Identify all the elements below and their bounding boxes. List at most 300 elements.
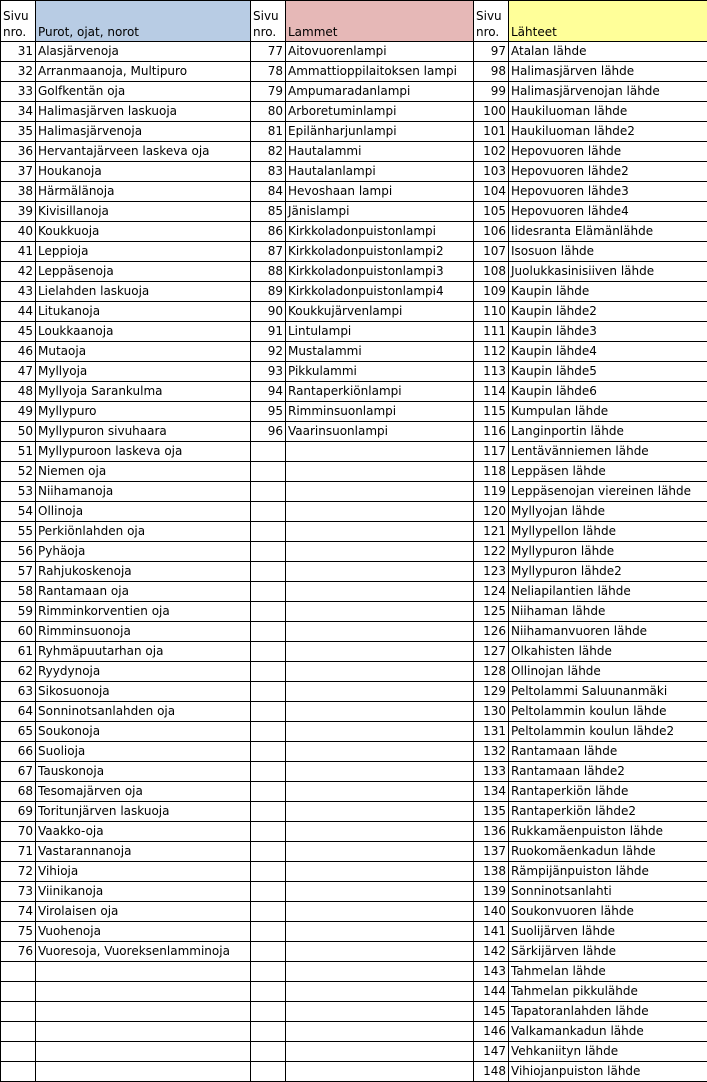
springs-name-cell[interactable]: Hepovuoren lähde [509,142,707,162]
streams-page-number-cell[interactable]: 65 [1,722,36,742]
ponds-name-cell[interactable] [286,542,474,562]
streams-name-cell[interactable]: Perkiönlahden oja [36,522,251,542]
streams-page-number-cell[interactable]: 37 [1,162,36,182]
streams-page-number-cell[interactable] [1,1002,36,1022]
ponds-page-number-cell[interactable]: 95 [251,402,286,422]
streams-page-number-cell[interactable]: 59 [1,602,36,622]
springs-name-cell[interactable]: Niihamanvuoren lähde [509,622,707,642]
streams-name-cell[interactable]: Vuohenoja [36,922,251,942]
ponds-page-number-cell[interactable] [251,822,286,842]
streams-name-cell[interactable] [36,1062,251,1082]
streams-page-number-cell[interactable]: 42 [1,262,36,282]
ponds-page-number-cell[interactable]: 79 [251,82,286,102]
springs-page-number-cell[interactable]: 141 [474,922,509,942]
springs-page-number-cell[interactable]: 104 [474,182,509,202]
ponds-name-cell[interactable] [286,882,474,902]
springs-name-cell[interactable]: Rantamaan lähde2 [509,762,707,782]
streams-name-cell[interactable]: Myllypuro [36,402,251,422]
springs-page-number-cell[interactable]: 112 [474,342,509,362]
streams-name-cell[interactable]: Koukkuoja [36,222,251,242]
streams-name-cell[interactable]: Litukanoja [36,302,251,322]
ponds-page-number-cell[interactable] [251,582,286,602]
springs-name-cell[interactable]: Peltolammin koulun lähde [509,702,707,722]
streams-name-cell[interactable]: Myllyoja [36,362,251,382]
springs-name-cell[interactable]: Leppäsenojan viereinen lähde [509,482,707,502]
springs-page-number-cell[interactable]: 146 [474,1022,509,1042]
ponds-name-cell[interactable]: Lintulampi [286,322,474,342]
streams-page-number-cell[interactable]: 56 [1,542,36,562]
streams-name-cell[interactable] [36,1022,251,1042]
streams-name-cell[interactable] [36,982,251,1002]
ponds-name-cell[interactable] [286,522,474,542]
springs-name-cell[interactable]: Neliapilantien lähde [509,582,707,602]
ponds-page-number-cell[interactable]: 82 [251,142,286,162]
streams-name-cell[interactable] [36,1002,251,1022]
springs-page-number-cell[interactable]: 148 [474,1062,509,1082]
springs-name-cell[interactable]: Halimasjärven lähde [509,62,707,82]
springs-page-number-cell[interactable]: 123 [474,562,509,582]
springs-name-cell[interactable]: Suolijärven lähde [509,922,707,942]
springs-page-number-cell[interactable]: 147 [474,1042,509,1062]
springs-name-cell[interactable]: Atalan lähde [509,42,707,62]
springs-page-number-cell[interactable]: 121 [474,522,509,542]
streams-column-header[interactable]: Purot, ojat, norot [36,1,251,42]
ponds-page-number-cell[interactable] [251,662,286,682]
streams-name-cell[interactable]: Ryydynoja [36,662,251,682]
ponds-page-number-cell[interactable] [251,922,286,942]
ponds-page-number-cell[interactable] [251,902,286,922]
ponds-page-number-cell[interactable]: 89 [251,282,286,302]
ponds-name-cell[interactable] [286,902,474,922]
streams-page-number-cell[interactable]: 63 [1,682,36,702]
ponds-name-cell[interactable]: Kirkkoladonpuistonlampi [286,222,474,242]
ponds-page-number-cell[interactable] [251,542,286,562]
ponds-column-header[interactable]: Lammet [286,1,474,42]
ponds-page-number-cell[interactable] [251,1022,286,1042]
streams-page-number-cell[interactable]: 40 [1,222,36,242]
ponds-name-cell[interactable]: Kirkkoladonpuistonlampi4 [286,282,474,302]
ponds-page-number-cell[interactable] [251,462,286,482]
ponds-page-number-cell[interactable]: 92 [251,342,286,362]
springs-page-number-cell[interactable]: 97 [474,42,509,62]
streams-page-number-cell[interactable] [1,1022,36,1042]
ponds-page-number-cell[interactable]: 84 [251,182,286,202]
streams-name-cell[interactable]: Vastarannanoja [36,842,251,862]
streams-name-cell[interactable]: Halimasjärvenoja [36,122,251,142]
streams-page-number-cell[interactable]: 36 [1,142,36,162]
ponds-page-number-cell[interactable]: 77 [251,42,286,62]
streams-name-cell[interactable]: Viinikanoja [36,882,251,902]
springs-page-number-cell[interactable]: 110 [474,302,509,322]
ponds-page-number-cell[interactable] [251,642,286,662]
ponds-page-number-cell[interactable] [251,602,286,622]
springs-page-number-cell[interactable]: 114 [474,382,509,402]
ponds-name-cell[interactable] [286,922,474,942]
springs-page-number-cell[interactable]: 118 [474,462,509,482]
ponds-page-number-cell[interactable]: 80 [251,102,286,122]
springs-name-cell[interactable]: Peltolammin koulun lähde2 [509,722,707,742]
springs-name-cell[interactable]: Vihiojanpuiston lähde [509,1062,707,1082]
ponds-name-cell[interactable]: Ammattioppilaitoksen lampi [286,62,474,82]
springs-name-cell[interactable]: Soukonvuoren lähde [509,902,707,922]
ponds-name-cell[interactable]: Pikkulammi [286,362,474,382]
springs-name-cell[interactable]: Ollinojan lähde [509,662,707,682]
ponds-page-number-cell[interactable] [251,802,286,822]
ponds-name-cell[interactable] [286,942,474,962]
ponds-page-number-cell[interactable]: 85 [251,202,286,222]
ponds-page-number-cell[interactable] [251,742,286,762]
ponds-name-cell[interactable] [286,1002,474,1022]
springs-name-cell[interactable]: Myllypellon lähde [509,522,707,542]
streams-page-number-cell[interactable]: 39 [1,202,36,222]
ponds-name-cell[interactable]: Rantaperkiönlampi [286,382,474,402]
springs-name-cell[interactable]: Särkijärven lähde [509,942,707,962]
ponds-page-number-cell[interactable]: 83 [251,162,286,182]
ponds-page-number-cell[interactable] [251,1042,286,1062]
ponds-page-number-cell[interactable] [251,562,286,582]
streams-name-cell[interactable]: Leppäsenoja [36,262,251,282]
springs-name-cell[interactable]: Kaupin lähde5 [509,362,707,382]
ponds-name-cell[interactable]: Ampumaradanlampi [286,82,474,102]
ponds-page-number-cell[interactable]: 94 [251,382,286,402]
springs-page-number-cell[interactable]: 136 [474,822,509,842]
ponds-name-cell[interactable] [286,782,474,802]
ponds-name-cell[interactable] [286,842,474,862]
streams-page-number-cell[interactable] [1,962,36,982]
streams-page-number-cell[interactable]: 51 [1,442,36,462]
springs-name-cell[interactable]: Kaupin lähde2 [509,302,707,322]
streams-name-cell[interactable]: Rimminsuonoja [36,622,251,642]
ponds-page-number-cell[interactable]: 90 [251,302,286,322]
page-number-header[interactable]: Sivu nro. [474,1,509,42]
springs-page-number-cell[interactable]: 131 [474,722,509,742]
springs-page-number-cell[interactable]: 113 [474,362,509,382]
springs-page-number-cell[interactable]: 132 [474,742,509,762]
ponds-name-cell[interactable] [286,642,474,662]
springs-page-number-cell[interactable]: 120 [474,502,509,522]
springs-page-number-cell[interactable]: 134 [474,782,509,802]
ponds-name-cell[interactable] [286,1022,474,1042]
ponds-page-number-cell[interactable] [251,502,286,522]
ponds-name-cell[interactable]: Hautalanlampi [286,162,474,182]
ponds-page-number-cell[interactable] [251,942,286,962]
springs-page-number-cell[interactable]: 119 [474,482,509,502]
springs-page-number-cell[interactable]: 106 [474,222,509,242]
springs-name-cell[interactable]: Isosuon lähde [509,242,707,262]
springs-page-number-cell[interactable]: 99 [474,82,509,102]
streams-page-number-cell[interactable]: 34 [1,102,36,122]
streams-name-cell[interactable]: Soukonoja [36,722,251,742]
streams-name-cell[interactable]: Pyhäoja [36,542,251,562]
streams-name-cell[interactable]: Toritunjärven laskuoja [36,802,251,822]
ponds-page-number-cell[interactable] [251,722,286,742]
page-number-header[interactable]: Sivu nro. [1,1,36,42]
streams-page-number-cell[interactable]: 57 [1,562,36,582]
streams-page-number-cell[interactable]: 50 [1,422,36,442]
streams-name-cell[interactable] [36,962,251,982]
springs-page-number-cell[interactable]: 100 [474,102,509,122]
streams-page-number-cell[interactable]: 53 [1,482,36,502]
springs-name-cell[interactable]: Iidesranta Elämänlähde [509,222,707,242]
springs-name-cell[interactable]: Myllypuron lähde2 [509,562,707,582]
ponds-page-number-cell[interactable]: 93 [251,362,286,382]
springs-name-cell[interactable]: Rämpijänpuiston lähde [509,862,707,882]
streams-name-cell[interactable]: Mutaoja [36,342,251,362]
streams-name-cell[interactable]: Rahjukoskenoja [36,562,251,582]
streams-page-number-cell[interactable]: 71 [1,842,36,862]
springs-name-cell[interactable]: Vehkaniityn lähde [509,1042,707,1062]
ponds-name-cell[interactable] [286,1062,474,1082]
ponds-page-number-cell[interactable] [251,522,286,542]
ponds-name-cell[interactable]: Epilänharjunlampi [286,122,474,142]
ponds-name-cell[interactable] [286,982,474,1002]
springs-page-number-cell[interactable]: 111 [474,322,509,342]
springs-name-cell[interactable]: Rantamaan lähde [509,742,707,762]
springs-name-cell[interactable]: Rantaperkiön lähde [509,782,707,802]
streams-name-cell[interactable]: Sikosuonoja [36,682,251,702]
streams-page-number-cell[interactable]: 72 [1,862,36,882]
ponds-page-number-cell[interactable] [251,762,286,782]
springs-name-cell[interactable]: Hepovuoren lähde4 [509,202,707,222]
ponds-page-number-cell[interactable] [251,482,286,502]
streams-page-number-cell[interactable]: 45 [1,322,36,342]
ponds-page-number-cell[interactable] [251,882,286,902]
streams-name-cell[interactable]: Myllypuroon laskeva oja [36,442,251,462]
streams-name-cell[interactable]: Ollinoja [36,502,251,522]
ponds-name-cell[interactable] [286,802,474,822]
springs-name-cell[interactable]: Myllyojan lähde [509,502,707,522]
ponds-name-cell[interactable] [286,702,474,722]
ponds-name-cell[interactable]: Vaarinsuonlampi [286,422,474,442]
streams-page-number-cell[interactable]: 32 [1,62,36,82]
ponds-name-cell[interactable] [286,822,474,842]
streams-page-number-cell[interactable] [1,1042,36,1062]
streams-page-number-cell[interactable]: 73 [1,882,36,902]
springs-page-number-cell[interactable]: 124 [474,582,509,602]
ponds-name-cell[interactable] [286,962,474,982]
streams-page-number-cell[interactable]: 69 [1,802,36,822]
springs-name-cell[interactable]: Myllypuron lähde [509,542,707,562]
ponds-name-cell[interactable]: Mustalammi [286,342,474,362]
streams-page-number-cell[interactable]: 46 [1,342,36,362]
streams-page-number-cell[interactable]: 54 [1,502,36,522]
streams-page-number-cell[interactable]: 33 [1,82,36,102]
springs-name-cell[interactable]: Tahmelan pikkulähde [509,982,707,1002]
ponds-page-number-cell[interactable]: 87 [251,242,286,262]
ponds-page-number-cell[interactable]: 78 [251,62,286,82]
streams-page-number-cell[interactable]: 64 [1,702,36,722]
springs-page-number-cell[interactable]: 138 [474,862,509,882]
streams-name-cell[interactable]: Kivisillanoja [36,202,251,222]
springs-name-cell[interactable]: Hepovuoren lähde3 [509,182,707,202]
ponds-name-cell[interactable] [286,682,474,702]
ponds-page-number-cell[interactable] [251,702,286,722]
springs-name-cell[interactable]: Kumpulan lähde [509,402,707,422]
springs-name-cell[interactable]: Kaupin lähde6 [509,382,707,402]
springs-name-cell[interactable]: Haukiluoman lähde2 [509,122,707,142]
streams-name-cell[interactable]: Lielahden laskuoja [36,282,251,302]
springs-page-number-cell[interactable]: 116 [474,422,509,442]
streams-page-number-cell[interactable]: 43 [1,282,36,302]
streams-name-cell[interactable]: Suolioja [36,742,251,762]
ponds-name-cell[interactable] [286,602,474,622]
streams-name-cell[interactable]: Leppioja [36,242,251,262]
streams-name-cell[interactable]: Vaakko-oja [36,822,251,842]
streams-name-cell[interactable]: Sonninotsanlahden oja [36,702,251,722]
streams-page-number-cell[interactable]: 68 [1,782,36,802]
springs-page-number-cell[interactable]: 128 [474,662,509,682]
ponds-name-cell[interactable] [286,582,474,602]
springs-name-cell[interactable]: Juolukkasinisiiven lähde [509,262,707,282]
springs-name-cell[interactable]: Rantaperkiön lähde2 [509,802,707,822]
springs-name-cell[interactable]: Leppäsen lähde [509,462,707,482]
streams-page-number-cell[interactable] [1,1062,36,1082]
ponds-page-number-cell[interactable] [251,962,286,982]
ponds-page-number-cell[interactable] [251,682,286,702]
streams-page-number-cell[interactable]: 35 [1,122,36,142]
springs-name-cell[interactable]: Langinportin lähde [509,422,707,442]
streams-page-number-cell[interactable]: 74 [1,902,36,922]
ponds-name-cell[interactable] [286,862,474,882]
ponds-page-number-cell[interactable] [251,982,286,1002]
streams-page-number-cell[interactable]: 76 [1,942,36,962]
streams-name-cell[interactable]: Rantamaan oja [36,582,251,602]
springs-page-number-cell[interactable]: 122 [474,542,509,562]
streams-name-cell[interactable]: Niemen oja [36,462,251,482]
streams-page-number-cell[interactable]: 52 [1,462,36,482]
springs-name-cell[interactable]: Haukiluoman lähde [509,102,707,122]
ponds-name-cell[interactable] [286,482,474,502]
ponds-name-cell[interactable]: Kirkkoladonpuistonlampi3 [286,262,474,282]
ponds-name-cell[interactable] [286,622,474,642]
streams-name-cell[interactable]: Vuoresoja, Vuoreksenlamminoja [36,942,251,962]
streams-page-number-cell[interactable]: 38 [1,182,36,202]
streams-page-number-cell[interactable]: 58 [1,582,36,602]
ponds-page-number-cell[interactable] [251,1002,286,1022]
ponds-name-cell[interactable] [286,442,474,462]
springs-name-cell[interactable]: Kaupin lähde [509,282,707,302]
streams-page-number-cell[interactable]: 62 [1,662,36,682]
springs-name-cell[interactable]: Tapatoranlahden lähde [509,1002,707,1022]
springs-page-number-cell[interactable]: 107 [474,242,509,262]
streams-page-number-cell[interactable]: 61 [1,642,36,662]
ponds-name-cell[interactable]: Hevoshaan lampi [286,182,474,202]
ponds-name-cell[interactable]: Kirkkoladonpuistonlampi2 [286,242,474,262]
ponds-page-number-cell[interactable]: 86 [251,222,286,242]
streams-page-number-cell[interactable] [1,982,36,1002]
ponds-name-cell[interactable]: Hautalammi [286,142,474,162]
ponds-page-number-cell[interactable] [251,442,286,462]
ponds-page-number-cell[interactable] [251,1062,286,1082]
streams-name-cell[interactable]: Tauskonoja [36,762,251,782]
ponds-page-number-cell[interactable]: 91 [251,322,286,342]
ponds-name-cell[interactable]: Jänislampi [286,202,474,222]
springs-page-number-cell[interactable]: 145 [474,1002,509,1022]
streams-name-cell[interactable]: Härmälänoja [36,182,251,202]
springs-page-number-cell[interactable]: 130 [474,702,509,722]
springs-page-number-cell[interactable]: 139 [474,882,509,902]
springs-name-cell[interactable]: Peltolammi Saluunanmäki [509,682,707,702]
ponds-page-number-cell[interactable]: 96 [251,422,286,442]
streams-name-cell[interactable]: Vihioja [36,862,251,882]
ponds-name-cell[interactable] [286,762,474,782]
ponds-page-number-cell[interactable] [251,782,286,802]
ponds-page-number-cell[interactable] [251,622,286,642]
springs-page-number-cell[interactable]: 126 [474,622,509,642]
ponds-name-cell[interactable]: Aitovuorenlampi [286,42,474,62]
springs-page-number-cell[interactable]: 142 [474,942,509,962]
springs-page-number-cell[interactable]: 115 [474,402,509,422]
springs-page-number-cell[interactable]: 127 [474,642,509,662]
springs-name-cell[interactable]: Kaupin lähde4 [509,342,707,362]
ponds-name-cell[interactable] [286,662,474,682]
ponds-page-number-cell[interactable]: 88 [251,262,286,282]
streams-name-cell[interactable]: Myllypuron sivuhaara [36,422,251,442]
streams-name-cell[interactable]: Loukkaanoja [36,322,251,342]
streams-page-number-cell[interactable]: 75 [1,922,36,942]
springs-name-cell[interactable]: Tahmelan lähde [509,962,707,982]
streams-page-number-cell[interactable]: 66 [1,742,36,762]
springs-name-cell[interactable]: Valkamankadun lähde [509,1022,707,1042]
streams-name-cell[interactable]: Golfkentän oja [36,82,251,102]
ponds-page-number-cell[interactable] [251,842,286,862]
ponds-name-cell[interactable] [286,742,474,762]
springs-page-number-cell[interactable]: 98 [474,62,509,82]
springs-page-number-cell[interactable]: 129 [474,682,509,702]
springs-page-number-cell[interactable]: 125 [474,602,509,622]
streams-name-cell[interactable]: Ryhmäpuutarhan oja [36,642,251,662]
ponds-name-cell[interactable] [286,1042,474,1062]
streams-name-cell[interactable] [36,1042,251,1062]
springs-name-cell[interactable]: Kaupin lähde3 [509,322,707,342]
ponds-name-cell[interactable]: Rimminsuonlampi [286,402,474,422]
springs-name-cell[interactable]: Lentävänniemen lähde [509,442,707,462]
springs-name-cell[interactable]: Sonninotsanlahti [509,882,707,902]
streams-page-number-cell[interactable]: 49 [1,402,36,422]
streams-page-number-cell[interactable]: 48 [1,382,36,402]
streams-page-number-cell[interactable]: 55 [1,522,36,542]
ponds-name-cell[interactable] [286,562,474,582]
springs-page-number-cell[interactable]: 105 [474,202,509,222]
springs-page-number-cell[interactable]: 109 [474,282,509,302]
springs-name-cell[interactable]: Rukkamäenpuiston lähde [509,822,707,842]
ponds-name-cell[interactable] [286,722,474,742]
streams-page-number-cell[interactable]: 31 [1,42,36,62]
ponds-name-cell[interactable] [286,502,474,522]
springs-name-cell[interactable]: Ruokomäenkadun lähde [509,842,707,862]
ponds-name-cell[interactable]: Koukkujärvenlampi [286,302,474,322]
ponds-name-cell[interactable]: Arboretuminlampi [286,102,474,122]
springs-page-number-cell[interactable]: 103 [474,162,509,182]
streams-page-number-cell[interactable]: 60 [1,622,36,642]
ponds-name-cell[interactable] [286,462,474,482]
streams-name-cell[interactable]: Halimasjärven laskuoja [36,102,251,122]
ponds-page-number-cell[interactable]: 81 [251,122,286,142]
springs-column-header[interactable]: Lähteet [509,1,707,42]
streams-page-number-cell[interactable]: 70 [1,822,36,842]
streams-name-cell[interactable]: Alasjärvenoja [36,42,251,62]
streams-name-cell[interactable]: Niihamanoja [36,482,251,502]
springs-name-cell[interactable]: Halimasjärvenojan lähde [509,82,707,102]
streams-name-cell[interactable]: Houkanoja [36,162,251,182]
streams-name-cell[interactable]: Rimminkorventien oja [36,602,251,622]
springs-name-cell[interactable]: Niihaman lähde [509,602,707,622]
springs-page-number-cell[interactable]: 135 [474,802,509,822]
streams-name-cell[interactable]: Tesomajärven oja [36,782,251,802]
springs-page-number-cell[interactable]: 143 [474,962,509,982]
springs-page-number-cell[interactable]: 108 [474,262,509,282]
streams-page-number-cell[interactable]: 44 [1,302,36,322]
